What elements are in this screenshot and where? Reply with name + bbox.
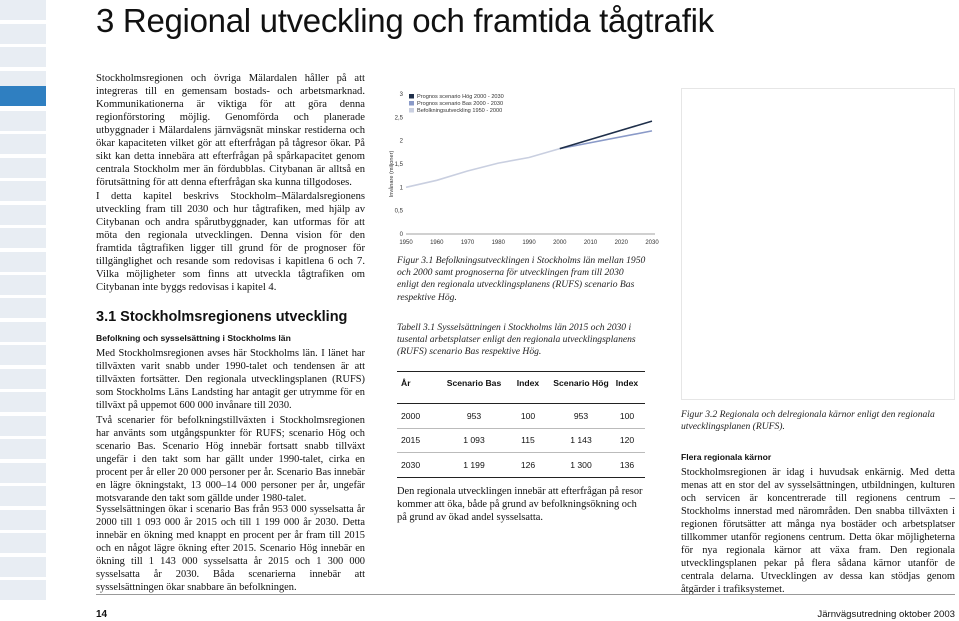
x-tick-label: 1990 [522,240,536,246]
table-cell: 1 143 [570,435,592,446]
x-tick-label: 1950 [399,240,413,246]
decorative-margin [0,0,50,621]
regional-cores-paragraph: Stockholmsregionen är idag i huvudsak enkärnig. Med detta menas att en stor del av sysselsättningen, utbildningen, kulturen och servicen är koncentrerade till regionens centrum – Stockholms innerstad med närområden. Den snabba tillväxten i regionen förutsätter att många nya bostäder och arbetsplatser tillkommer utanför regionens centrum. Detta ökar möjligheterna för nya regionala kärnor att växa fram. Den regionala utvecklingsplanen pekar på flera sådana kärnor utanför de centrala delarna. Utvecklingen av dessa kan stödjas genom åtgärder i trafiksystemet. [681,467,955,595]
table-cell: 2000 [401,410,421,421]
table-header-cell: Scenario Bas [446,378,502,388]
table-row [397,453,645,478]
legend-label: Prognos scenario Hög 2000 - 2030 [417,94,504,100]
x-tick-label: 1970 [460,240,475,246]
table-header-cell: Index [516,378,540,388]
x-tick-label: 2000 [553,240,567,246]
employment-table [397,371,645,478]
regional-cores-map-image [681,88,955,400]
table-cell: 953 [466,410,482,421]
y-axis-label: Invånare (miljoner) [389,150,395,198]
table-cell: 100 [619,410,635,421]
population-paragraph: Med Stockholmsregionen avses här Stockholms län. I länet har tillväxten varit snabb under 1990-talet och tendensen är att tillväxten fortsätter. Den regionala utvecklingsplanen (RUFS) som Stockholms Läns Landsting har antagit ger utrymme för en tillväxt på uppemot 600 000 invånare till 2030. [96,348,365,411]
series-line [406,149,560,188]
x-tick-label: 2020 [614,240,628,246]
population-chart [380,88,659,254]
page-number: 14 [96,609,108,620]
legend-swatch [409,94,414,99]
table-cell: 2015 [401,435,421,446]
legend-swatch [409,101,414,106]
regional-cores-heading: Flera regionala kärnor [681,452,772,462]
table-cell: 1 300 [570,459,592,470]
table-header-cell: Scenario Hög [553,378,609,388]
section-heading: 3.1 Stockholmsregionens utveckling [96,309,348,325]
table-cell: 2030 [401,459,421,470]
footer-text: Järnvägsutredning oktober 2003 [817,609,955,620]
section-subheading: Befolkning och sysselsättning i Stockholms län [96,333,291,343]
figure-3-1-caption: Figur 3.1 Befolkningsutvecklingen i Stockholms län mellan 1950 och 2000 samt prognoserna för utvecklingen fram till 2030 enligt den regionala utvecklingsplanens (RUFS) scenario Bas respektive Hög. [397,255,646,303]
y-tick-label: 0,5 [394,208,403,215]
table-cell: 1 199 [463,459,485,470]
table-cell: 100 [520,410,536,421]
page-title: 3 Regional utveckling och framtida tågtrafik [96,2,714,39]
table-3-1-caption: Tabell 3.1 Sysselsättningen i Stockholms län 2015 och 2030 i tusental arbetsplatser enligt den regionala utvecklingsplanens (RUFS) scenario Bas respektive Hög. [397,322,636,358]
table-header-cell: År [401,378,411,388]
series-line [560,121,652,149]
table-header-row [397,371,645,404]
employment-paragraph: Sysselsättningen ökar i scenario Bas från 953 000 sysselsatta år 2000 till 1 093 000 år 2015 och till 1 199 000 år 2030. Detta innebär en ökning med knappt en procent per år fram till 2015 och en något lägre ökning efter 2015. Scenario Hög innebär en ökning till 1 143 000 sysselsatta år 2015 och 1 300 000 sysselsatta år 2030. Båda scenarierna innebär att sysselsättningen ökar snabbare än befolkningen. [96,504,365,593]
table-cell: 120 [619,435,635,446]
table-cell: 115 [521,435,535,446]
table-cell: 136 [619,459,635,470]
table-row [397,404,645,429]
footer-divider [96,594,955,595]
table-row [397,429,645,454]
y-tick-label: 1 [399,185,403,192]
y-tick-label: 2,5 [394,115,403,122]
y-tick-label: 3 [399,92,403,98]
legend-label: Prognos scenario Bas 2000 - 2030 [417,101,504,107]
y-tick-label: 0 [399,232,403,238]
x-tick-label: 1980 [491,240,505,246]
scenario-paragraph: Två scenarier för befolkningstillväxten i Stockholmsregionen har använts som utgångspunkter för RUFS; scenario Hög och scenario Bas. Scenario Hög innebär fortsatt snabb tillväxt ungefär i den takt som har gällt under 1990-talet, cirka en procent per år eller 20 000 personer per år. Scenario Bas innebär en lägre ökningstakt, 13 000–14 000 personer per år, ungefär motsvarande den takt som gällde under 1980-talet. [96,415,365,504]
table-cell: 1 093 [463,435,485,446]
table-header-cell: Index [615,378,639,388]
legend-label: Befolkningsutveckling 1950 - 2000 [417,108,503,114]
table-cell: 126 [520,459,536,470]
legend-swatch [409,108,414,113]
travel-demand-paragraph: Den regionala utvecklingen innebär att efterfrågan på resor kommer att öka, både på grund av befolkningsökning och på grund av ökad andel sysselsatta. [397,486,643,523]
x-tick-label: 2010 [583,240,598,246]
table-cell: 953 [573,410,589,421]
x-tick-label: 1960 [430,240,444,246]
x-tick-label: 2030 [645,240,659,246]
figure-3-2-caption: Figur 3.2 Regionala och delregionala kärnor enligt den regionala utvecklingsplanen (RUFS). [681,409,935,433]
intro-paragraph: Stockholmsregionen och övriga Mälardalen håller på att integreras till en gemensam bostads- och arbetsmarknad. Kommunikationerna är viktiga för att göra denna regionförstoring möjlig. Genomförda och planerade utbyggnader i Mälardalens järnvägsnät minskar restiderna och ökar kapaciteten vilket gör att efterfrågan på tågresor ökar. På sikt kan detta innebära att efterfrågan på spårkapacitet genom centrala Stockholm mer än fördubblas. Citybanan är alltså en förutsättning för att denna efterfrågan ska kunna tillgodoses. [96,73,365,188]
series-line [560,131,652,149]
y-tick-label: 2 [399,138,403,145]
chapter-description-paragraph: I detta kapitel beskrivs Stockholm–Mälardalsregionens utveckling fram till 2030 och hur tågtrafiken, med hjälp av Citybanan och andra spårutbyggnader, kan utformas för att möta den regionala utvecklingen. Denna vision för den framtida tågtrafiken ligger till grund för de prognoser för tillgänglighet och resande som redovisas i kapitlena 6 och 7. Vilka möjligheter som finns att utveckla tågtrafiken om Citybanan inte byggs redovisas i kapitel 4. [96,191,365,293]
y-tick-label: 1,5 [394,162,403,168]
